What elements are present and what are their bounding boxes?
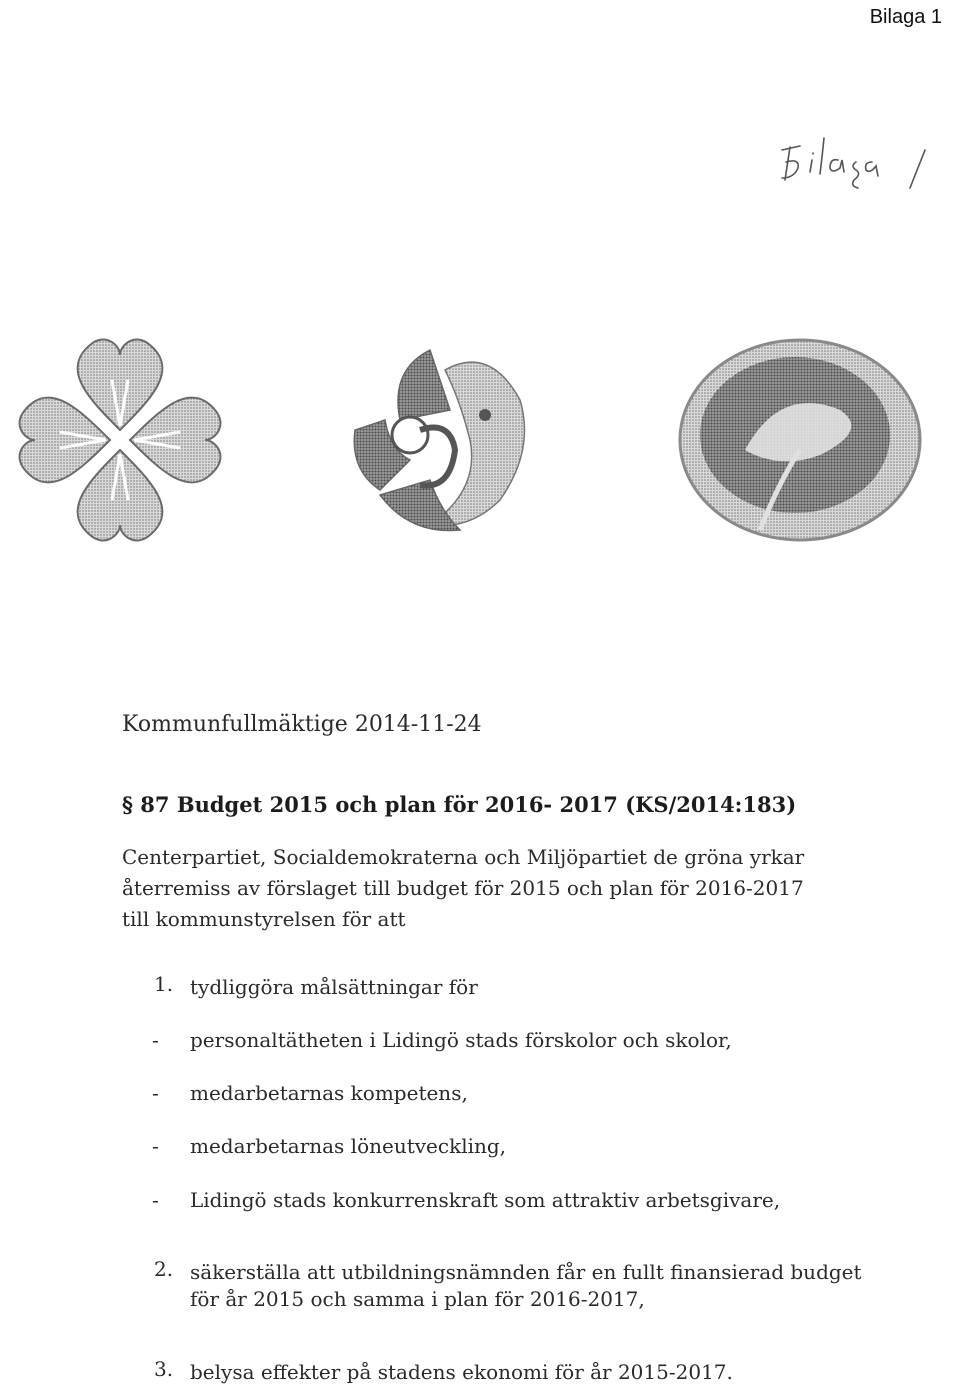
bullet-text: Lidingö stads konkurrenskraft som attraktiv arbetsgivare, — [190, 1188, 781, 1212]
bullet-dash: - — [152, 1188, 159, 1212]
item-1-number: 1. — [154, 972, 174, 996]
item-2-line-2: för år 2015 och samma i plan för 2016-2017, — [190, 1287, 645, 1311]
handwritten-note — [760, 128, 950, 198]
meeting-date-line: Kommunfullmäktige 2014-11-24 — [122, 712, 482, 737]
section-title: § 87 Budget 2015 och plan för 2016- 2017 (KS/2014:183) — [122, 792, 797, 817]
intro-line: Centerpartiet, Socialdemokraterna och Miljöpartiet de gröna yrkar — [122, 845, 805, 869]
bullet-text: personaltätheten i Lidingö stads förskolor och skolor, — [190, 1028, 732, 1052]
bullet-dash: - — [152, 1028, 159, 1052]
bullet-dash: - — [152, 1081, 159, 1105]
bullet-text: medarbetarnas löneutveckling, — [190, 1134, 507, 1158]
item-2-line-1: säkerställa att utbildningsnämnden får en fullt finansierad budget — [190, 1260, 862, 1284]
miljopartiet-dandelion-logo — [680, 340, 920, 540]
bullet-dash: - — [152, 1134, 159, 1158]
socialdemokraterna-rose-logo — [354, 350, 524, 531]
centerpartiet-clover-logo — [20, 340, 221, 541]
item-1-text: tydliggöra målsättningar för — [190, 975, 478, 999]
item-3-text: belysa effekter på stadens ekonomi för år 2015-2017. — [190, 1360, 733, 1384]
party-logos — [0, 330, 960, 560]
attachment-label: Bilaga 1 — [869, 6, 942, 28]
intro-line: återremiss av förslaget till budget för 2015 och plan för 2016-2017 — [122, 876, 804, 900]
intro-paragraph — [122, 842, 882, 935]
bullet-text: medarbetarnas kompetens, — [190, 1081, 468, 1105]
item-2-number: 2. — [154, 1257, 174, 1281]
intro-line: till kommunstyrelsen för att — [122, 907, 406, 931]
item-3-number: 3. — [154, 1357, 174, 1381]
